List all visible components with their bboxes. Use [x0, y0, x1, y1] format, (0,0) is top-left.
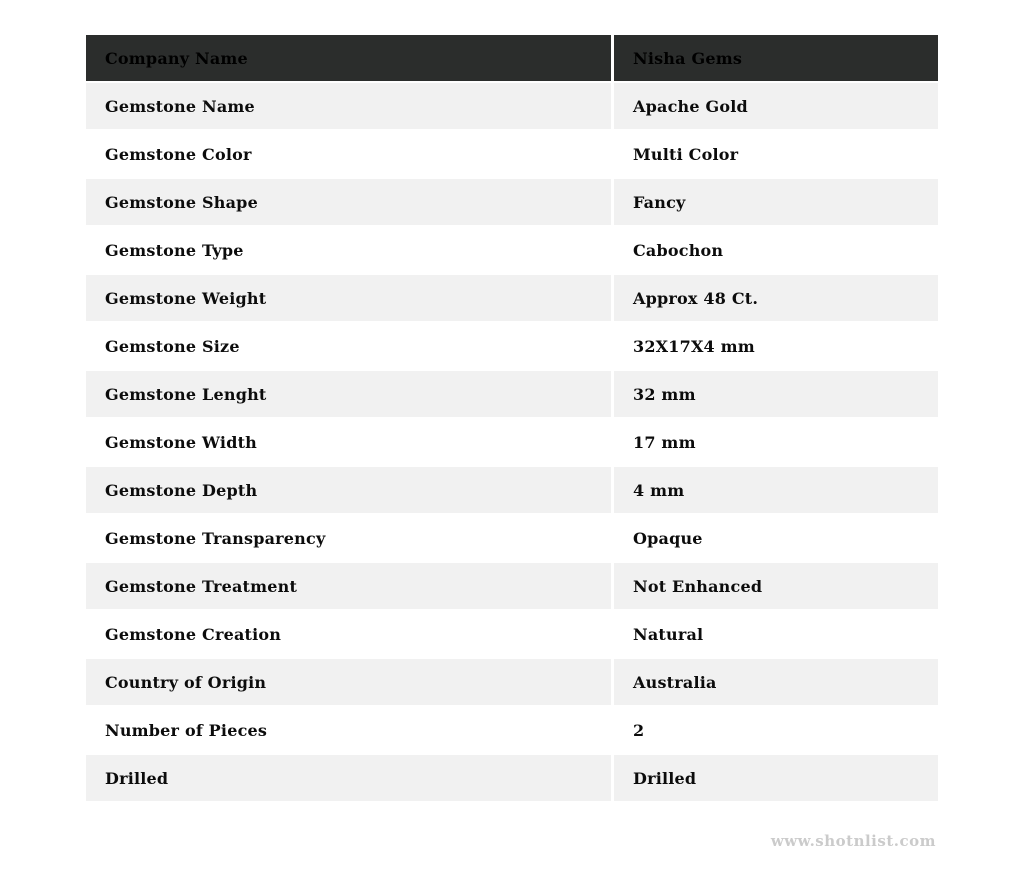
website-watermark: www.shotnlist.com — [770, 832, 936, 850]
row-value-number-of-pieces: 2 — [614, 707, 938, 753]
row-label-drilled: Drilled — [86, 755, 611, 801]
row-label-gemstone-name: Gemstone Name — [86, 83, 611, 129]
row-value-gemstone-creation: Natural — [614, 611, 938, 657]
row-label-gemstone-lenght: Gemstone Lenght — [86, 371, 611, 417]
row-value-gemstone-transparency: Opaque — [614, 515, 938, 561]
row-value-gemstone-lenght: 32 mm — [614, 371, 938, 417]
row-label-gemstone-transparency: Gemstone Transparency — [86, 515, 611, 561]
row-value-gemstone-treatment: Not Enhanced — [614, 563, 938, 609]
row-value-gemstone-shape: Fancy — [614, 179, 938, 225]
row-value-country-of-origin: Australia — [614, 659, 938, 705]
table-header-company-value: Nisha Gems — [614, 35, 938, 81]
row-label-gemstone-weight: Gemstone Weight — [86, 275, 611, 321]
row-value-gemstone-size: 32X17X4 mm — [614, 323, 938, 369]
row-label-gemstone-creation: Gemstone Creation — [86, 611, 611, 657]
row-label-gemstone-color: Gemstone Color — [86, 131, 611, 177]
gemstone-spec-table — [86, 35, 938, 801]
row-label-gemstone-type: Gemstone Type — [86, 227, 611, 273]
row-label-gemstone-treatment: Gemstone Treatment — [86, 563, 611, 609]
row-label-gemstone-shape: Gemstone Shape — [86, 179, 611, 225]
row-value-gemstone-width: 17 mm — [614, 419, 938, 465]
table-header-company-label: Company Name — [86, 35, 611, 81]
row-value-gemstone-type: Cabochon — [614, 227, 938, 273]
row-value-gemstone-color: Multi Color — [614, 131, 938, 177]
row-value-gemstone-weight: Approx 48 Ct. — [614, 275, 938, 321]
row-label-gemstone-size: Gemstone Size — [86, 323, 611, 369]
row-value-drilled: Drilled — [614, 755, 938, 801]
row-value-gemstone-name: Apache Gold — [614, 83, 938, 129]
row-value-gemstone-depth: 4 mm — [614, 467, 938, 513]
row-label-country-of-origin: Country of Origin — [86, 659, 611, 705]
row-label-gemstone-depth: Gemstone Depth — [86, 467, 611, 513]
row-label-gemstone-width: Gemstone Width — [86, 419, 611, 465]
row-label-number-of-pieces: Number of Pieces — [86, 707, 611, 753]
